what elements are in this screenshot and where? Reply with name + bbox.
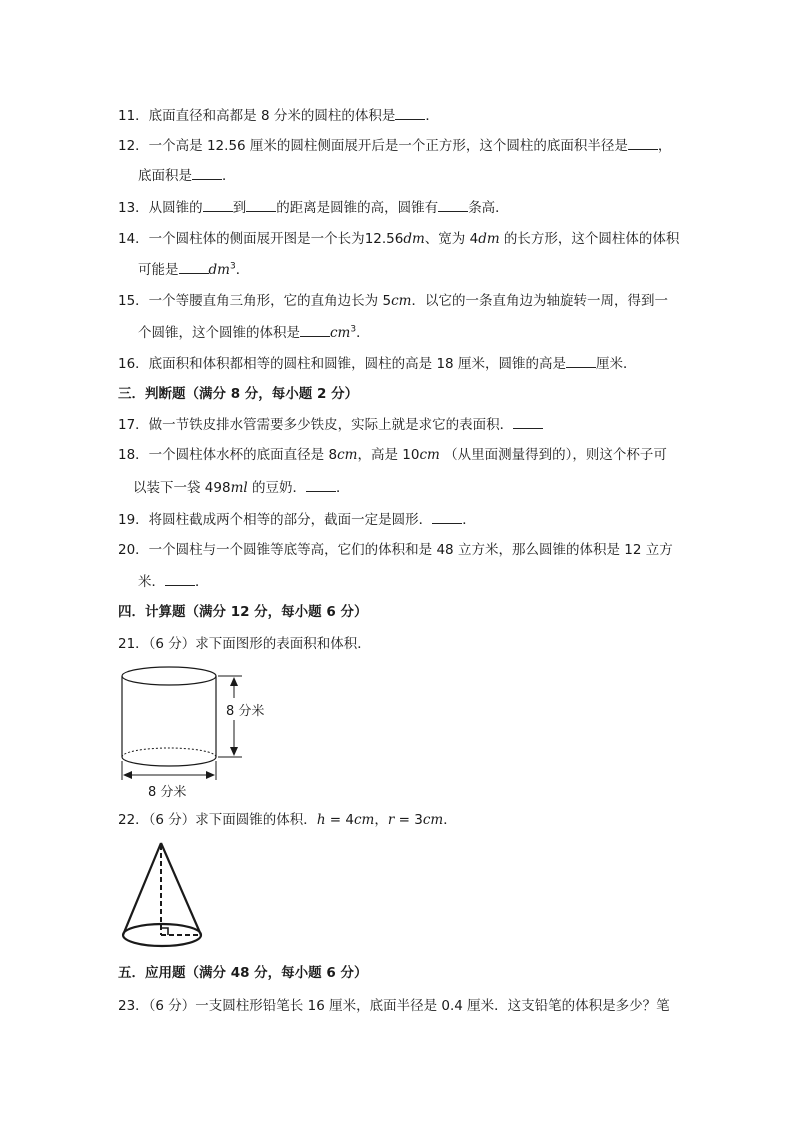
- question-14-cont: 可能是 $dm^3$．: [138, 259, 249, 280]
- question-20: 20．一个圆柱与一个圆锥等底等高，它们的体积和是 48 立方米，那么圆锥的体积是 12 立方: [118, 542, 673, 558]
- answer-blank[interactable]: [165, 571, 195, 586]
- question-23: 23．（6 分）一支圆柱形铅笔长 16 厘米，底面半径是 0.4 厘米．这支铅笔的体积是多少？笔: [118, 998, 670, 1014]
- answer-blank[interactable]: [203, 197, 233, 212]
- question-16: 16．底面积和体积都相等的圆柱和圆锥，圆柱的高是 18 厘米，圆锥的高是 厘米．: [118, 353, 636, 374]
- answer-blank[interactable]: [395, 105, 425, 120]
- question-18: 18．一个圆柱体水杯的底面直径是 8cm，高是 10cm （从里面测量得到的），则这个杯子可: [118, 447, 667, 463]
- section-5-heading: 五．应用题（满分 48 分，每小题 6 分）: [118, 965, 368, 981]
- section-3-heading: 三．判断题（满分 8 分，每小题 2 分）: [118, 386, 359, 402]
- question-22: 22．（6 分）求下面圆锥的体积．h = 4cm，r = 3cm．: [118, 812, 457, 828]
- question-20-cont: 米． ．: [138, 571, 209, 592]
- question-18-cont: 以装下一袋 498ml 的豆奶． ．: [133, 477, 350, 498]
- answer-blank[interactable]: [628, 135, 658, 150]
- diameter-label: 8 分米: [148, 785, 187, 800]
- cone-figure: [116, 838, 216, 956]
- answer-blank[interactable]: [513, 414, 543, 429]
- answer-blank[interactable]: [432, 509, 462, 524]
- section-4-heading: 四．计算题（满分 12 分，每小题 6 分）: [118, 604, 368, 620]
- question-19: 19．将圆柱截成两个相等的部分，截面一定是圆形． ．: [118, 509, 476, 530]
- question-13: 13．从圆锥的 到 的距离是圆锥的高，圆锥有 条高．: [118, 197, 509, 218]
- answer-blank[interactable]: [192, 165, 222, 180]
- answer-blank[interactable]: [246, 197, 276, 212]
- question-12: 12．一个高是 12.56 厘米的圆柱侧面展开后是一个正方形，这个圆柱的底面积半径是 ，: [118, 135, 671, 156]
- question-21: 21．（6 分）求下面图形的表面积和体积．: [118, 636, 371, 652]
- answer-blank[interactable]: [566, 353, 596, 368]
- question-12-cont: 底面积是 ．: [138, 165, 236, 186]
- cylinder-figure: [112, 662, 282, 802]
- question-11: 11．底面直径和高都是 8 分米的圆柱的体积是 ．: [118, 105, 439, 126]
- question-17: 17．做一节铁皮排水管需要多少铁皮，实际上就是求它的表面积．: [118, 414, 543, 435]
- question-15-cont: 个圆锥，这个圆锥的体积是 $cm^3$．: [138, 322, 370, 343]
- question-15: 15．一个等腰直角三角形，它的直角边长为 5cm．以它的一条直角边为轴旋转一周，得到一: [118, 293, 668, 309]
- answer-blank[interactable]: [300, 322, 330, 337]
- answer-blank[interactable]: [179, 259, 209, 274]
- question-14: 14．一个圆柱体的侧面展开图是一个长为12.56dm、宽为 4dm 的长方形，这个圆柱体的体积: [118, 231, 680, 247]
- answer-blank[interactable]: [438, 197, 468, 212]
- answer-blank[interactable]: [306, 477, 336, 492]
- height-label: 8 分米: [226, 704, 265, 719]
